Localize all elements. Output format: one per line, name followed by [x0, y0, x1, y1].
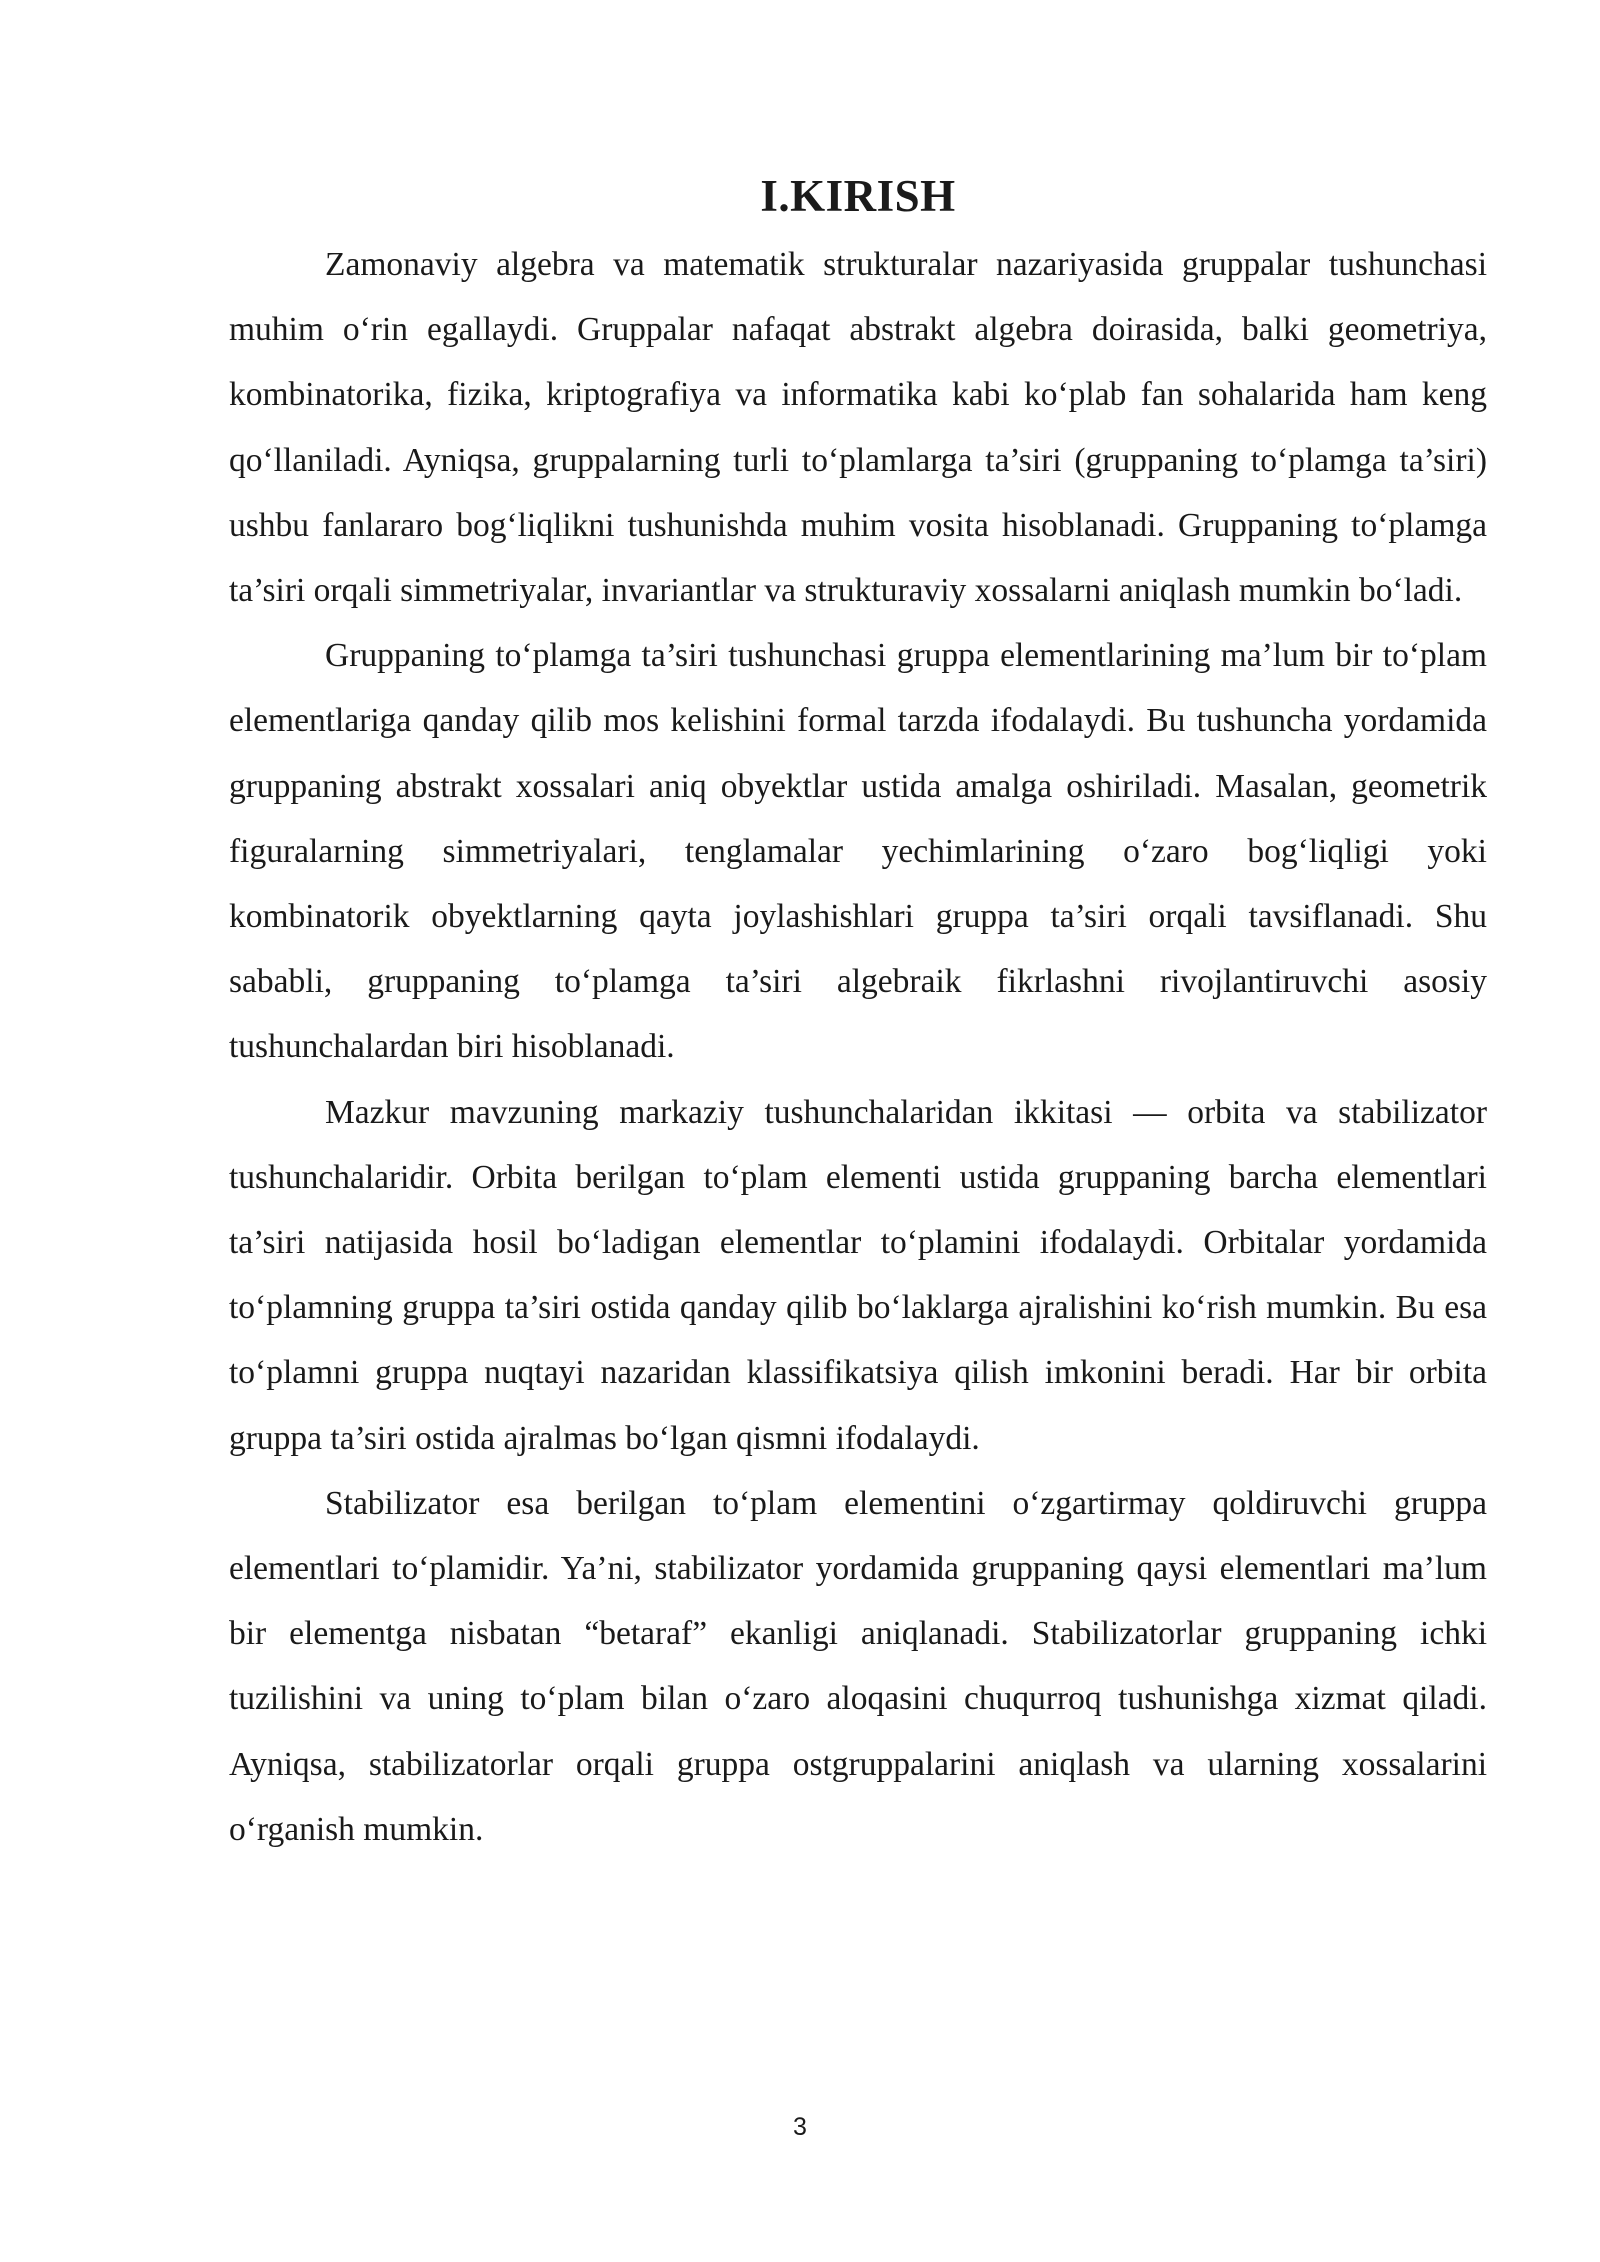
section-title: I.KIRISH — [760, 171, 956, 221]
paragraph-1: Zamonaviy algebra va matematik strukturalar nazariyasida gruppalar tushunchasi muhim o‘rin egallaydi. Gruppalar nafaqat abstrakt algebra doirasida, balki geometriya, kombinatorika, fizika, kriptografiya va informatika kabi ko‘plab fan sohalarida ham keng qo‘llaniladi. Ayniqsa, gruppalarning turli to‘plamlarga ta’siri (gruppaning to‘plamga ta’siri) ushbu fanlararo bog‘liqlikni tushunishda muhim vosita hisoblanadi. Gruppaning to‘plamga ta’siri orqali simmetriyalar, invariantlar va strukturaviy xossalarni aniqlash mumkin bo‘ladi. — [229, 246, 1487, 610]
page-content — [229, 168, 1487, 1862]
paragraph-2: Gruppaning to‘plamga ta’siri tushunchasi gruppa elementlarining ma’lum bir to‘plam elementlariga qanday qilib mos kelishini formal tarzda ifodalaydi. Bu tushuncha yordamida gruppaning abstrakt xossalari aniq obyektlar ustida amalga oshiriladi. Masalan, geometrik figuralarning simmetriyalari, tenglamalar yechimlarining o‘zaro bog‘liqligi yoki kombinatorik obyektlarning qayta joylashishlari gruppa ta’siri orqali tavsiflanadi. Shu sababli, gruppaning to‘plamga ta’siri algebraik fikrlashni rivojlantiruvchi asosiy tushunchalardan biri hisoblanadi. — [229, 637, 1487, 1066]
paragraph-3: Mazkur mavzuning markaziy tushunchalaridan ikkitasi — orbita va stabilizator tushunchalaridir. Orbita berilgan to‘plam elementi ustida gruppaning barcha elementlari ta’siri natijasida hosil bo‘ladigan elementlar to‘plamini ifodalaydi. Orbitalar yordamida to‘plamning gruppa ta’siri ostida qanday qilib bo‘laklarga ajralishini ko‘rish mumkin. Bu esa to‘plamni gruppa nuqtayi nazaridan klassifikatsiya qilish imkonini beradi. Har bir orbita gruppa ta’siri ostida ajralmas bo‘lgan qismni ifodalaydi. — [229, 1093, 1487, 1457]
page-number: 3 — [793, 2113, 807, 2141]
paragraph-4: Stabilizator esa berilgan to‘plam elementini o‘zgartirmay qoldiruvchi gruppa elementlari to‘plamidir. Ya’ni, stabilizator yordamida gruppaning qaysi elementlari ma’lum bir elementga nisbatan “betaraf” ekanligi aniqlanadi. Stabilizatorlar gruppaning ichki tuzilishini va uning to‘plam bilan o‘zaro aloqasini chuqurroq tushunishga xizmat qiladi. Ayniqsa, stabilizatorlar orqali gruppa ostgruppalarini aniqlash va ularning xossalarini o‘rganish mumkin. — [229, 1484, 1487, 1848]
